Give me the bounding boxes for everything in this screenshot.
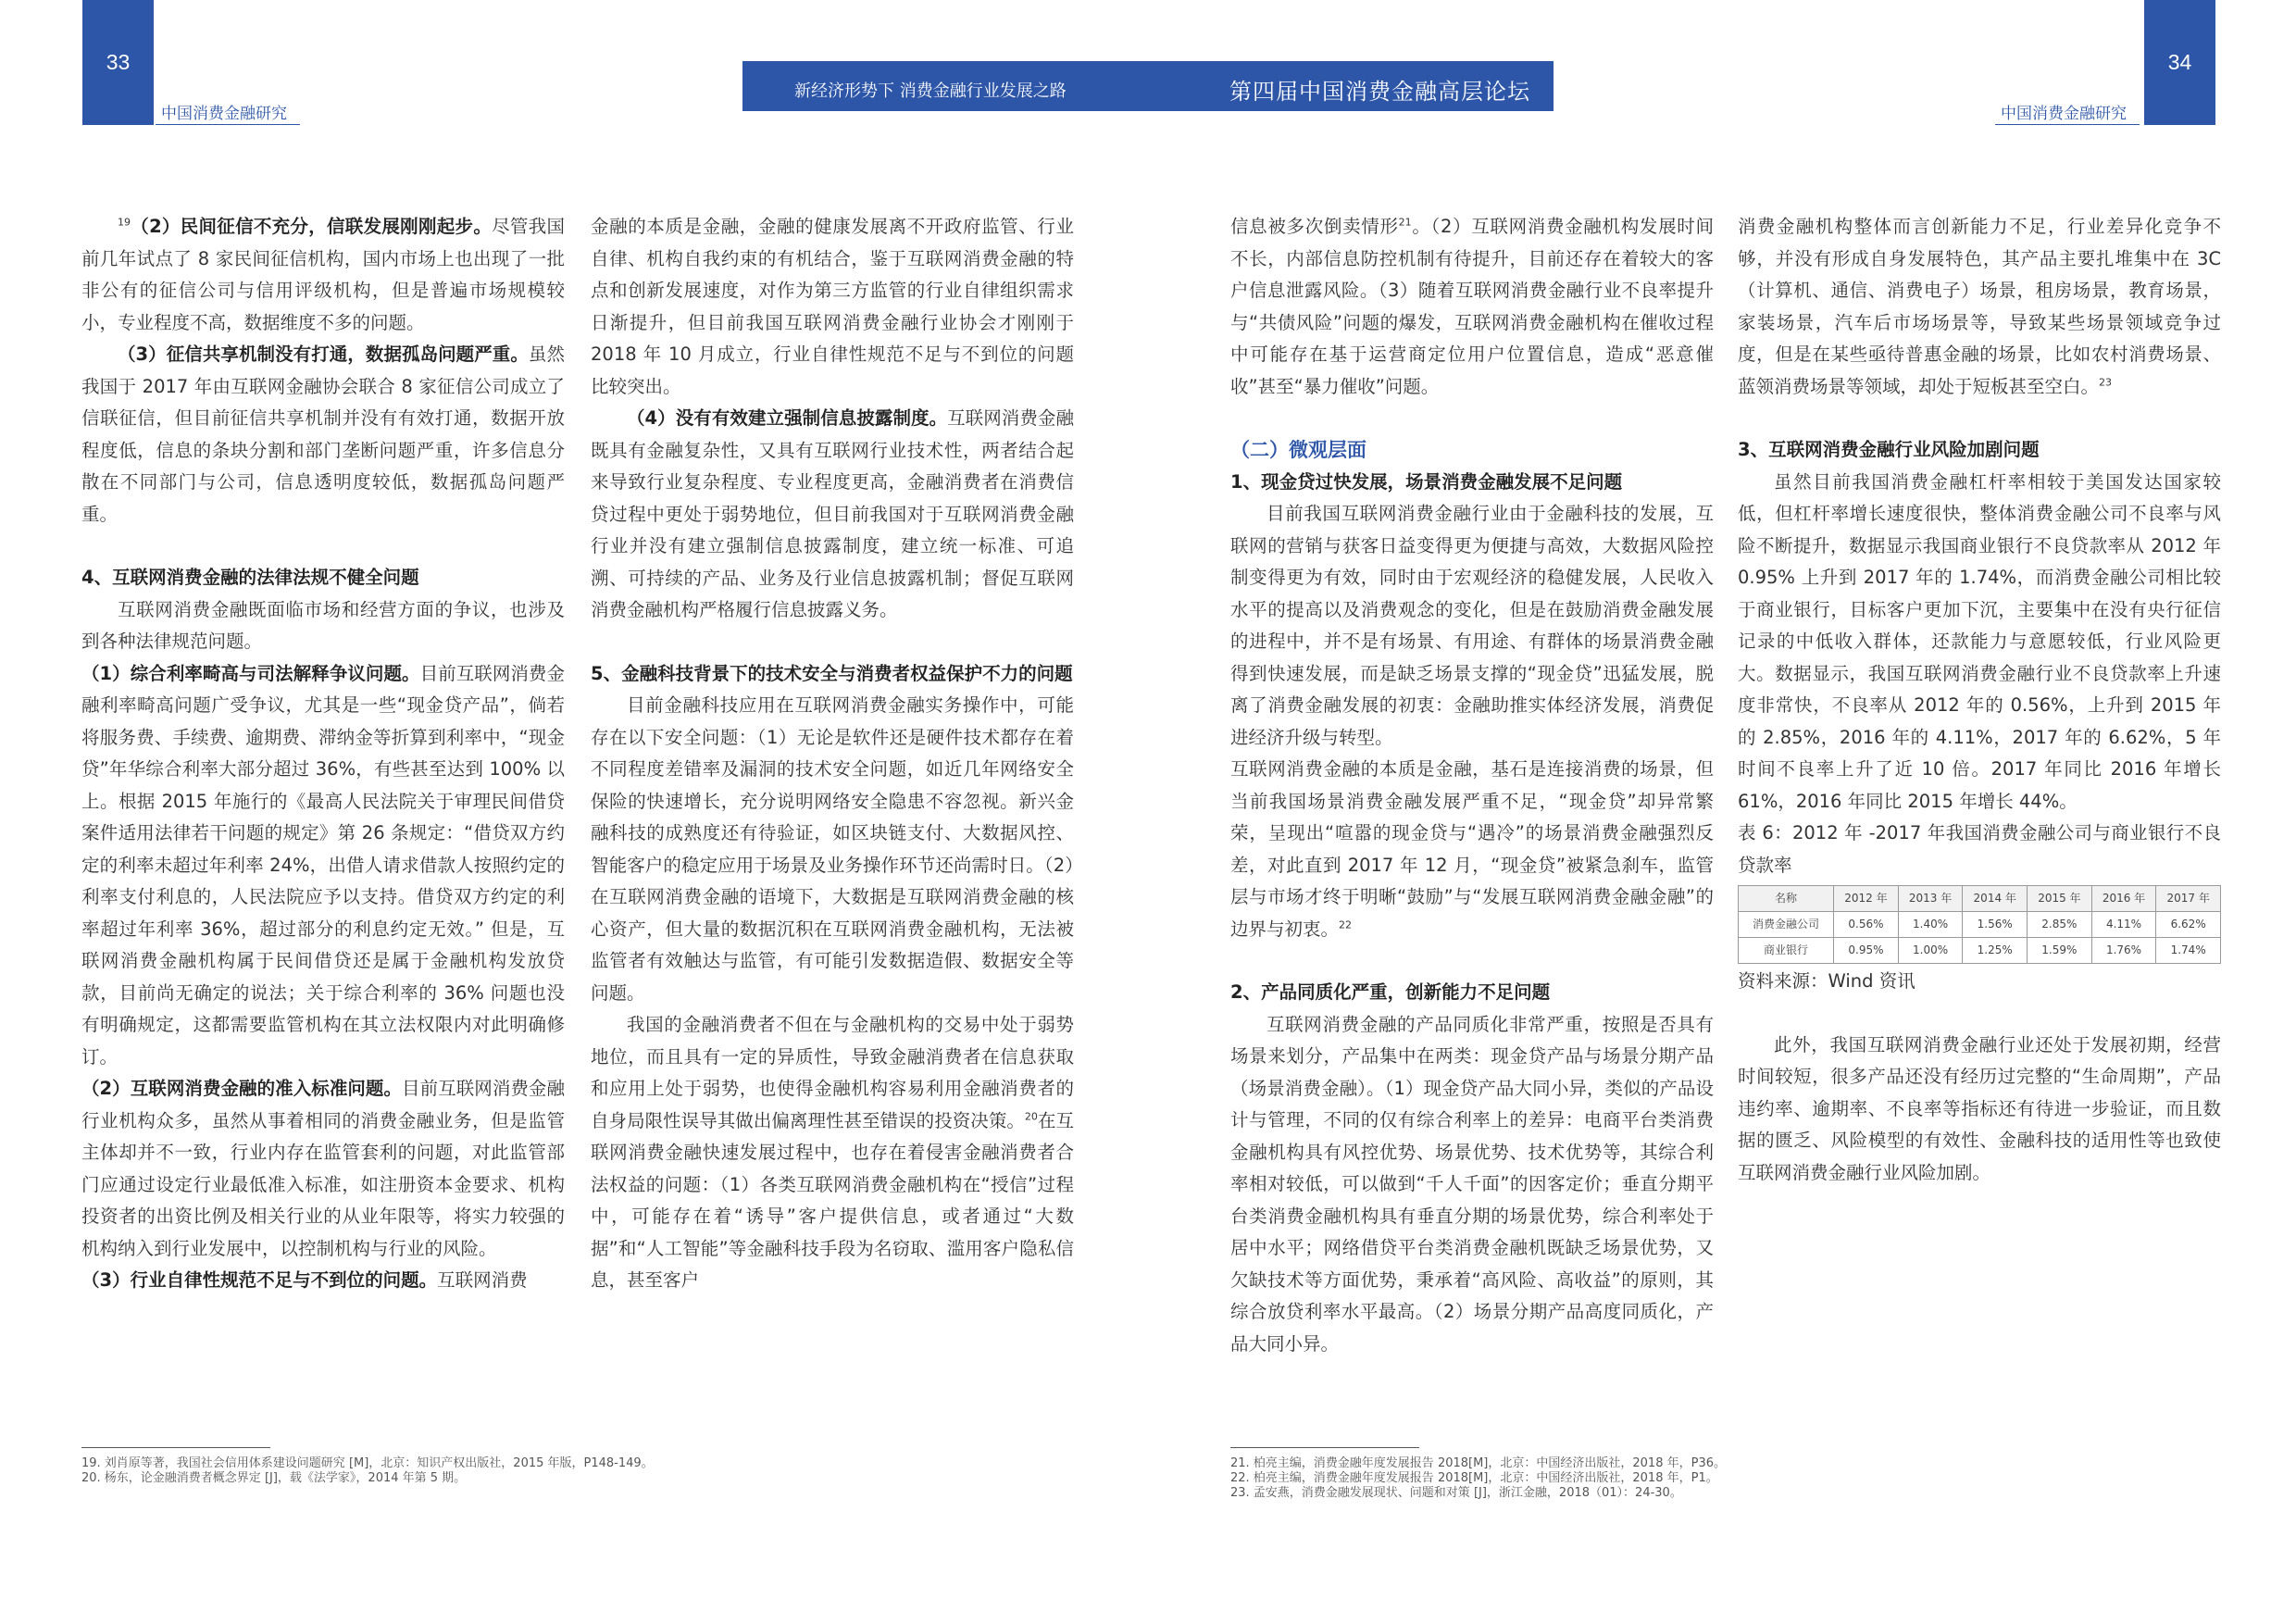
- table-header-cell: 2014 年: [1963, 886, 2028, 912]
- paragraph-text: 目前互联网消费金融行业机构众多，虽然从事着相同的消费金融业务，但是监管主体却并不一致，行业内存在监管套利的问题，对此监管部门应通过设定行业最低准入标准，如注册资本金要求、机构投资者的出资比例及相关行业的从业年限等，将实力较强的机构纳入到行业发展中，以控制机构与行业的风险。: [81, 1078, 565, 1259]
- left-page-number: 33: [106, 50, 131, 74]
- table-caption: 表 6：2012 年 -2017 年我国消费金融公司与商业银行不良贷款率: [1738, 822, 2221, 876]
- table-header-cell: 2015 年: [2028, 886, 2092, 912]
- footnote-ref: 19: [118, 216, 131, 229]
- paragraph-text: 尽管我国前几年试点了 8 家民间征信机构，国内市场上也出现了一批非公有的征信公司与信用评级机构，但是普遍市场规模较小，专业程度不高，数据维度不多的问题。: [81, 216, 565, 333]
- section-heading: 3、互联网消费金融行业风险加剧问题: [1738, 439, 2040, 460]
- footnote: 20. 杨东，论金融消费者概念界定 [J]，载《法学家》，2014 年第 5 期。: [81, 1471, 467, 1485]
- column-3: [1230, 211, 1714, 1360]
- paragraph: 互联网消费金融的产品同质化非常严重，按照是否具有场景来划分，产品集中在两类：现金贷产品与场景分期产品（场景消费金融）。（1）现金贷产品大同小异，类似的产品设计与管理，不同的仅有综合利率上的差异：电商平台类消费金融机构具有风控优势、场景优势、技术优势等，其综合利率相对较低，可以做到“千人千面”的因客定价；垂直分期平台类消费金融机构具有垂直分期的场景优势，综合利率处于居中水平；网络借贷平台类消费金融机既缺乏场景优势，又欠缺技术等方面优势，秉承着“高风险、高收益”的原则，其综合放贷利率水平最高。（2）场景分期产品高度同质化，产品大同小异。: [1230, 1013, 1714, 1355]
- table-cell: 商业银行: [1739, 938, 1834, 964]
- paragraph-text: 互联网消费金融的本质是金融，基石是连接消费的场景，但当前我国场景消费金融发展严重不足，“现金贷”却异常繁荣，呈现出“喧嚣的现金贷与“遇冷”的场景消费金融强烈反差，对此直到 2017 年 12 月，“现金贷”被紧急刹车，监管层与市场才终于明晰“鼓励”与“发展互联网消费金融金融”的边界与初衷。: [1230, 758, 1714, 940]
- paragraph-heading: （3）征信共享机制没有打通，数据孤岛问题严重。: [118, 344, 529, 365]
- section-heading: 2、产品同质化严重，创新能力不足问题: [1230, 981, 1551, 1003]
- footnote-rule-right: [1230, 1447, 1419, 1448]
- paragraph: 此外，我国互联网消费金融行业还处于发展初期，经营时间较短，很多产品还没有经历过完整的“生命周期”，产品违约率、逾期率、不良率等指标还有待进一步验证，而且数据的匮乏、风险模型的有效性、金融科技的适用性等也致使互联网消费金融行业风险加剧。: [1738, 1033, 2221, 1183]
- table-row: [1739, 912, 2221, 938]
- npl-rate-table: [1738, 885, 2221, 964]
- footnote-ref: 21: [1398, 216, 1412, 229]
- section-heading-micro: （二）微观层面: [1230, 439, 1366, 461]
- paragraph-text: 目前互联网消费金融利率畸高问题广受争议，尤其是一些“现金贷产品”，倘若将服务费、手续费、逾期费、滞纳金等折算到利率中，“现金贷”年华综合利率大部分超过 36%，有些甚至达到 100% 以上。根据 2015 年施行的《最高人民法院关于审理民间借贷案件适用法律若干问题的规定》第 26 条规定：“借贷双方约定的利率未超过年利率 24%，出借人请求借款人按照约定的利率支付利息的，人民法院应予以支持。借贷双方约定的利率超过年利率 36%，超过部分的利息约定无效。” 但是，互联网消费金融机构属于民间借贷还是属于金融机构发放贷款，目前尚无确定的说法；关于综合利率的 36% 问题也没有明确规定，这都需要监管机构在其立法权限内对此明确修订。: [81, 662, 565, 1068]
- paragraph-heading: （2）互联网消费金融的准入标准问题。: [81, 1078, 403, 1099]
- paragraph: [81, 1073, 565, 1265]
- section-heading: 1、现金贷过快发展，场景消费金融发展不足问题: [1230, 470, 1623, 493]
- paragraph-text: 我国的金融消费者不但在与金融机构的交易中处于弱势地位，而且具有一定的异质性，导致金融消费者在信息获取和应用上处于弱势，也使得金融机构容易利用金融消费者的自身局限性误导其做出偏离理性甚至错误的投资决策。: [591, 1014, 1074, 1131]
- table-header-row: [1739, 886, 2221, 912]
- right-header-underline: [1995, 124, 2140, 125]
- paragraph: [1738, 211, 2221, 403]
- paragraph: [591, 1009, 1074, 1297]
- banner-title: 第四届中国消费金融高层论坛: [1229, 79, 1530, 105]
- column-2: [591, 211, 1074, 1297]
- footnotes-left: [81, 1456, 730, 1486]
- section-heading: 5、金融科技背景下的技术安全与消费者权益保护不力的问题: [591, 662, 1073, 684]
- footnote-rule-left: [81, 1447, 270, 1448]
- table-cell: 1.56%: [1963, 912, 2028, 938]
- footnotes-right: [1230, 1456, 1878, 1501]
- right-page-number: 34: [2167, 50, 2192, 74]
- paragraph: 金融的本质是金融，金融的健康发展离不开政府监管、行业自律、机构自我约束的有机结合，鉴于互联网消费金融的特点和创新发展速度，对作为第三方监管的行业自律组织需求日渐提升，但目前我国互联网消费金融行业协会才刚刚于 2018 年 10 月成立，行业自律性规范不足与不到位的问题比较突出。: [591, 216, 1074, 397]
- paragraph: [81, 658, 565, 1074]
- section-heading: 4、互联网消费金融的法律法规不健全问题: [81, 567, 419, 588]
- table-cell: 1.40%: [1898, 912, 1963, 938]
- banner-subtitle: 新经济形势下 消费金融行业发展之路: [794, 81, 1067, 101]
- left-header-underline: [156, 124, 300, 125]
- paragraph-heading: （4）没有有效建立强制信息披露制度。: [627, 407, 948, 429]
- paragraph-text: 互联网消费金融既具有金融复杂性，又具有互联网行业技术性，两者结合起来导致行业复杂程度、专业程度更高，金融消费者在消费信贷过程中更处于弱势地位，但目前我国对于互联网消费金融行业并没有建立强制信息披露制度，建立统一标准、可追溯、可持续的产品、业务及行业信息披露机制；督促互联网消费金融机构严格履行信息披露义务。: [591, 407, 1074, 620]
- table-header-cell: 名称: [1739, 886, 1834, 912]
- table-cell: 1.76%: [2091, 938, 2156, 964]
- table-cell: 1.59%: [2028, 938, 2092, 964]
- column-1: [81, 211, 565, 1297]
- paragraph: [81, 1265, 565, 1297]
- table-header-cell: 2013 年: [1898, 886, 1963, 912]
- footnote: 23. 孟安燕，消费金融发展现状、问题和对策 [J]，浙江金融，2018（01）：24-30。: [1230, 1486, 1682, 1500]
- paragraph-heading: （2）民间征信不充分，信联发展刚刚起步。: [131, 216, 493, 237]
- table-cell: 1.74%: [2156, 938, 2221, 964]
- paragraph-text: 虽然我国于 2017 年由互联网金融协会联合 8 家征信公司成立了信联征信，但目前征信共享机制并没有有效打通，数据开放程度低，信息的条块分割和部门垄断问题严重，许多信息分散在不同部门与公司，信息透明度较低，数据孤岛问题严重。: [81, 344, 565, 525]
- footnote: 19. 刘肖原等著，我国社会信用体系建设问题研究 [M]，北京：知识产权出版社，2015 年版，P148-149。: [81, 1456, 654, 1470]
- footnote: 22. 柏亮主编，消费金融年度发展报告 2018[M]，北京：中国经济出版社，2018 年，P1。: [1230, 1471, 1718, 1485]
- footnote-ref: 22: [1339, 918, 1353, 931]
- table-header-cell: 2017 年: [2156, 886, 2221, 912]
- table-cell: 0.56%: [1834, 912, 1899, 938]
- header-banner: [742, 61, 1554, 111]
- paragraph: [81, 339, 565, 531]
- right-page-number-tab: [2144, 0, 2215, 125]
- table-cell: 4.11%: [2091, 912, 2156, 938]
- table-cell: 1.00%: [1898, 938, 1963, 964]
- paragraph: 目前我国互联网消费金融行业由于金融科技的发展，互联网的营销与获客日益变得更为便捷与高效，大数据风险控制变得更为有效，同时由于宏观经济的稳健发展，人民收入水平的提高以及消费观念的变化，但是在鼓励消费金融发展的进程中，并不是有场景、有用途、有群体的场景消费金融得到快速发展，而是缺乏场景支撑的“现金贷”迅猛发展，脱离了消费金融发展的初衷：金融助推实体经济发展，消费促进经济升级与转型。: [1230, 503, 1714, 748]
- paragraph: 虽然目前我国消费金融杠杆率相较于美国发达国家较低，但杠杆率增长速度很快，整体消费金融公司不良率与风险不断提升，数据显示我国商业银行不良贷款率从 2012 年 0.95% 上升到 2017 年的 1.74%，而消费金融公司相比较于商业银行，目标客户更加下沉，主要集中在没有央行征信记录的中低收入群体，还款能力与意愿较低，行业风险更大。数据显示，我国互联网消费金融行业不良贷款率上升速度非常快，不良率从 2012 年的 0.56%，上升到 2015 年的 2.85%，2016 年的 4.11%，2017 年的 6.62%，5 年时间不良率上升了近 10 倍。2017 年同比 2016 年增长 61%，2016 年同比 2015 年增长 44%。: [1738, 470, 2221, 812]
- paragraph: 目前金融科技应用在互联网消费金融实务操作中，可能存在以下安全问题：（1）无论是软件还是硬件技术都存在着不同程度差错率及漏洞的技术安全问题，如近几年网络安全保险的快速增长，充分说明网络安全隐患不容忽视。新兴金融科技的成熟度还有待验证，如区块链支付、大数据风控、智能客户的稳定应用于场景及业务操作环节还尚需时日。（2）在互联网消费金融的语境下，大数据是互联网消费金融的核心资产，但大量的数据沉积在互联网消费金融机构，无法被监管者有效触达与监管，有可能引发数据造假、数据安全等问题。: [591, 694, 1074, 1004]
- left-header-label: 中国消费金融研究: [161, 105, 287, 123]
- paragraph: [591, 403, 1074, 627]
- table-cell: 消费金融公司: [1739, 912, 1834, 938]
- paragraph-text: 消费金融机构整体而言创新能力不足，行业差异化竞争不够，并没有形成自身发展特色，其产品主要扎堆集中在 3C（计算机、通信、消费电子）场景，租房场景，教育场景，家装场景，汽车后市场场景等，导致某些场景领域竞争过度，但是在某些亟待普惠金融的场景，比如农村消费场景、蓝领消费场景等领域，却处于短板甚至空白。: [1738, 216, 2221, 397]
- paragraph-text: 在互联网消费金融快速发展过程中，也存在着侵害金融消费者合法权益的问题：（1）各类互联网消费金融机构在“授信”过程中，可能存在着“诱导”客户提供信息，或者通过“大数据”和“人工智能”等金融科技手段为名窃取、滥用客户隐私信息，甚至客户: [591, 1109, 1074, 1291]
- paragraph-heading: （1）综合利率畸高与司法解释争议问题。: [81, 662, 420, 684]
- table-cell: 0.95%: [1834, 938, 1899, 964]
- table-row: [1739, 938, 2221, 964]
- paragraph-text: 。（2）互联网消费金融机构发展时间不长，内部信息防控机制有待提升，目前还存在着较大的客户信息泄露风险。（3）随着互联网消费金融行业不良率提升与“共债风险”问题的爆发，互联网消费金融机构在催收过程中可能存在基于运营商定位用户位置信息，造成“恶意催收”甚至“暴力催收”问题。: [1230, 216, 1714, 397]
- column-4: [1738, 211, 2221, 1189]
- left-page-number-tab: [82, 0, 154, 125]
- paragraph: 互联网消费金融既面临市场和经营方面的争议，也涉及到各种法律规范问题。: [81, 598, 565, 652]
- paragraph: [81, 211, 565, 339]
- table-header-cell: 2012 年: [1834, 886, 1899, 912]
- paragraph: [1230, 211, 1714, 403]
- table-cell: 1.25%: [1963, 938, 2028, 964]
- table-cell: 6.62%: [2156, 912, 2221, 938]
- footnote-ref: 23: [2099, 376, 2113, 388]
- paragraph: [1230, 754, 1714, 945]
- paragraph-text: 信息被多次倒卖情形: [1230, 216, 1399, 237]
- table-source: 资料来源：Wind 资讯: [1738, 970, 1915, 992]
- footnote-ref: 20: [1024, 1110, 1038, 1122]
- table-header-cell: 2016 年: [2091, 886, 2156, 912]
- paragraph-text: 互联网消费: [437, 1269, 528, 1291]
- paragraph-heading: （3）行业自律性规范不足与不到位的问题。: [81, 1269, 438, 1291]
- footnote: 21. 柏亮主编，消费金融年度发展报告 2018[M]，北京：中国经济出版社，2018 年，P36。: [1230, 1456, 1726, 1470]
- table-cell: 2.85%: [2028, 912, 2092, 938]
- right-header-label: 中国消费金融研究: [2001, 105, 2127, 123]
